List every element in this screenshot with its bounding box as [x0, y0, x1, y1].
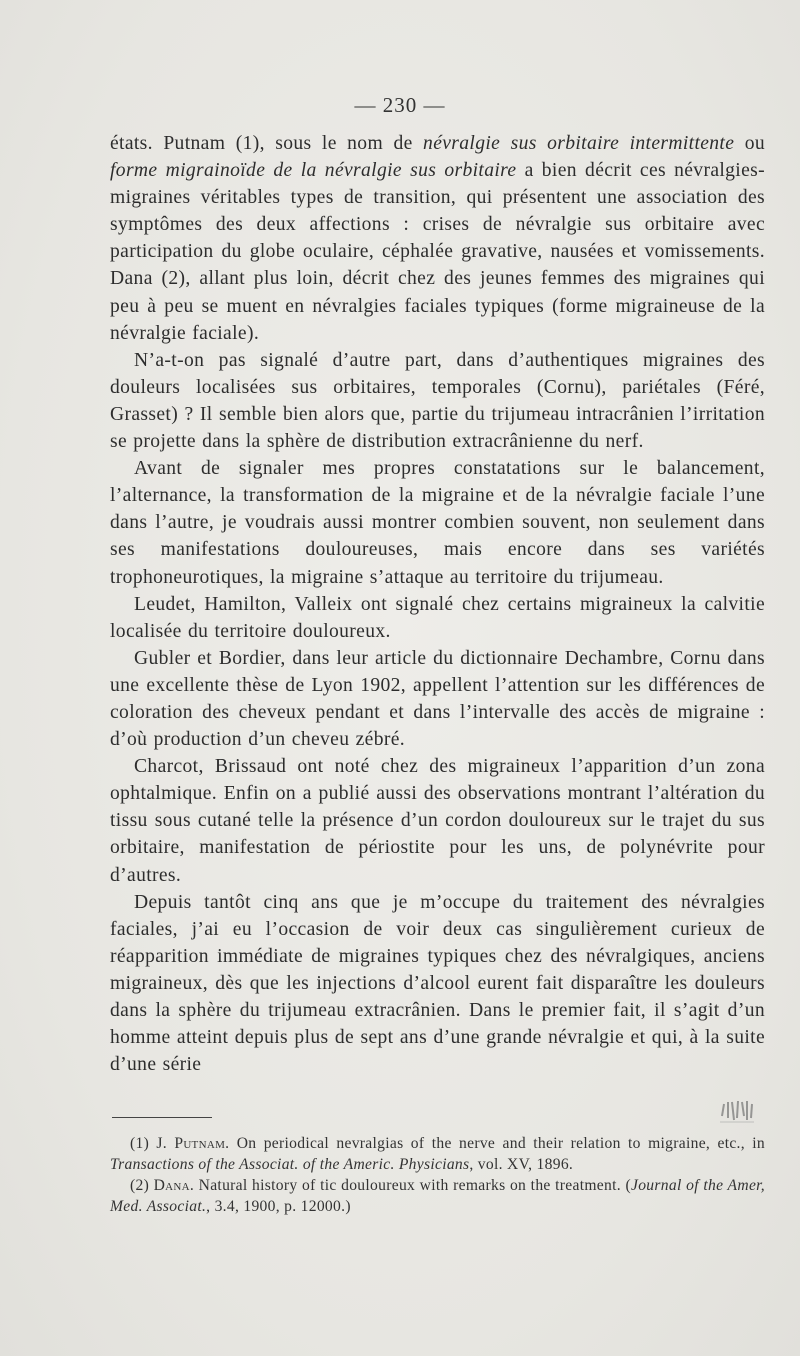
text-run: N’a-t-on pas signalé d’autre part, dans d’authentiques migraines des douleurs localisées sus orbitaires, temporales (Cornu), pariétales (Féré, Grasset) ? Il semble bien alors que, partie du trijumeau intracrânien l’irritation se projette dans la sphère de distribution extracrânienne du nerf.	[110, 349, 765, 453]
text-run: Depuis tantôt cinq ans que je m’occupe du traitement des névralgies faciales, j’ai eu l’occasion de voir deux cas singulièrement curieux de réapparition immédiate de migraines typiques chez des névralgiques, anciens migraineux, dès que les injections d’alcool eurent fait disparaître les douleurs dans la sphère du trijumeau extracrânien. Dans le premier fait, il s’agit d’un homme atteint depuis plus de sept ans d’une grande névralgie et qui, à la suite d’une série	[110, 891, 765, 1076]
italic-text: forme migrainoïde de la névralgie sus orbitaire	[110, 160, 517, 182]
paragraph	[110, 130, 765, 347]
body-text	[110, 130, 765, 1078]
paragraph	[110, 889, 765, 1079]
author-name: Putnam	[174, 1135, 226, 1152]
italic-text: Journal of the Amer, Med. Associat.	[110, 1177, 766, 1215]
text-run: Leudet, Hamilton, Valleix ont signalé chez certains migraineux la calvitie localisée du territoire douloureux.	[110, 593, 765, 642]
footnotes	[110, 1133, 765, 1217]
italic-text: Transactions of the Associat. of the Americ. Physicians	[110, 1156, 470, 1173]
text-run: Gubler et Bordier, dans leur article du dictionnaire Dechambre, Cornu dans une excellente thèse de Lyon 1902, appellent l’attention sur les différences de coloration des cheveux pendant et dans l’intervalle des accès de migraine : d’où production d’un cheveu zébré.	[110, 647, 765, 751]
text-run: (1) J.	[130, 1135, 175, 1152]
text-run: ou	[734, 133, 765, 154]
author-name: Dana	[153, 1177, 190, 1194]
paragraph	[110, 591, 765, 645]
text-run: , vol. XV, 1896.	[469, 1156, 574, 1173]
text-run: (2)	[130, 1177, 154, 1194]
text-run: . Natural history of tic douloureux with remarks on the treatment. (	[189, 1177, 631, 1194]
paragraph	[110, 347, 765, 455]
text-run: Charcot, Brissaud ont noté chez des migraineux l’apparition d’un zona ophtalmique. Enfin on a publié aussi des observations montrant l’altération du tissu sous cutané telle la présence d’un cordon douloureux sur le trajet du sus orbitaire, manifestation de périostite pour les uns, de polynévrite pour d’autres.	[110, 756, 765, 886]
footnote	[110, 1175, 765, 1217]
text-run: états. Putnam (1), sous le nom de	[110, 133, 424, 154]
page-number: — 230 —	[354, 93, 446, 117]
italic-text: névralgie sus orbitaire intermittente	[423, 133, 735, 154]
footnote-separator	[112, 1117, 212, 1118]
text-run: , 3.4, 1900, p. 12000.)	[206, 1198, 351, 1215]
paragraph	[110, 753, 765, 888]
text-run: Avant de signaler mes propres constatations sur le balancement, l’alternance, la transformation de la migraine et de la névralgie faciale l’une dans l’autre, je voudrais aussi montrer combien souvent, non seulement dans ses manifestations douloureuses, mais encore dans ses variétés trophoneurotiques, la migraine s’attaque au territoire du trijumeau.	[110, 458, 765, 588]
text-run: . On periodical nevralgias of the nerve and their relation to migraine, etc., in	[225, 1135, 766, 1152]
library-stamp-mark	[714, 1096, 758, 1124]
footnote	[110, 1133, 765, 1175]
paragraph	[110, 455, 765, 590]
text-run: a bien décrit ces névralgies-migraines véritables types de transition, qui présentent une association des symptômes des deux affections : crises de névralgie sus orbitaire avec participation du globe oculaire, céphalée gravative, nausées et vomissements. Dana (2), allant plus loin, décrit chez des jeunes femmes des migraines qui peu à peu se muent en névralgies faciales typiques (forme migraineuse de la névralgie faciale).	[110, 160, 765, 344]
paragraph	[110, 645, 765, 753]
